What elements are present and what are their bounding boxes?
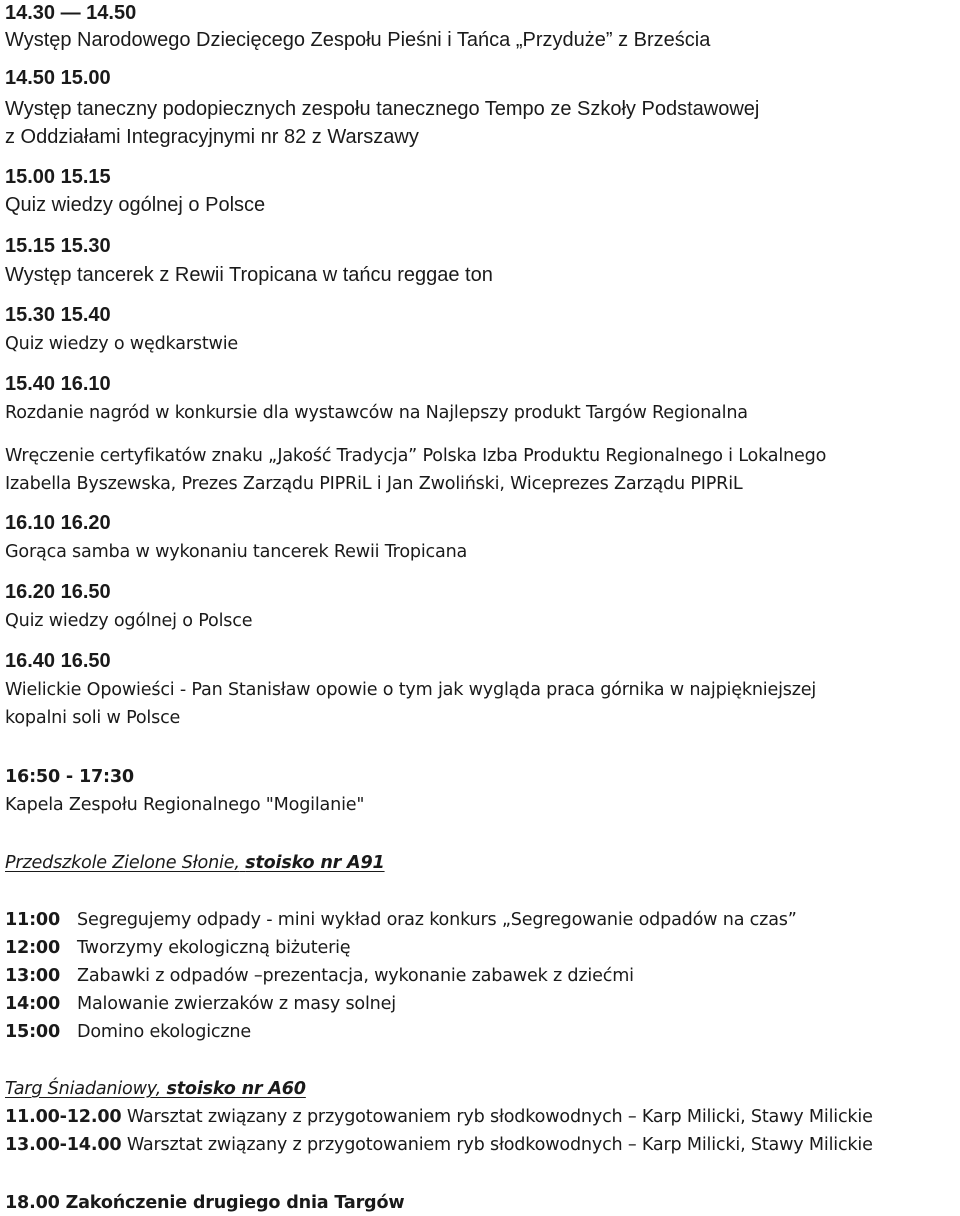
schedule-time: 14.30 — 14.50 (5, 2, 137, 24)
section-title-name: Targ Śniadaniowy, (5, 1079, 162, 1099)
item-time: 14:00 (5, 994, 61, 1014)
schedule-time: 16:50 - 17:30 (5, 767, 134, 787)
schedule-time: 15.30 15.40 (5, 304, 111, 326)
schedule-desc: Kapela Zespołu Regionalnego "Mogilanie" (5, 795, 365, 815)
list-item (5, 991, 396, 1017)
list-item (5, 1132, 873, 1158)
item-text: Tworzymy ekologiczną biżuterię (77, 938, 351, 958)
section-title-stand: stoisko nr A60 (166, 1079, 306, 1099)
item-time: 12:00 (5, 938, 61, 958)
schedule-desc: Rozdanie nagród w konkursie dla wystawców na Najlepszy produkt Targów Regionalna (5, 403, 748, 423)
item-text: Warsztat związany z przygotowaniem ryb słodkowodnych – Karp Milicki, Stawy Milickie (126, 1135, 873, 1155)
schedule-desc: Quiz wiedzy ogólnej o Polsce (5, 611, 253, 631)
schedule-time: 16.10 16.20 (5, 512, 111, 534)
schedule-desc: Występ tancerek z Rewii Tropicana w tańcu reggae ton (5, 264, 493, 286)
item-text: Domino ekologiczne (77, 1022, 251, 1042)
item-time: 15:00 (5, 1022, 61, 1042)
list-item (5, 935, 350, 961)
schedule-desc: Izabella Byszewska, Prezes Zarządu PIPRiL i Jan Zwoliński, Wiceprezes Zarządu PIPRiL (5, 474, 743, 494)
schedule-time: 16.40 16.50 (5, 650, 111, 672)
item-text: Segregujemy odpady - mini wykład oraz konkurs „Segregowanie odpadów na czas” (77, 910, 797, 930)
schedule-desc: kopalni soli w Polsce (5, 708, 181, 728)
item-text: Zabawki z odpadów –prezentacja, wykonanie zabawek z dziećmi (77, 966, 634, 986)
item-time: 13:00 (5, 966, 61, 986)
item-text: Malowanie zwierzaków z masy solnej (77, 994, 396, 1014)
schedule-desc: Występ Narodowego Dziecięcego Zespołu Pieśni i Tańca „Przyduże” z Brześcia (5, 29, 711, 51)
schedule-desc: Wręczenie certyfikatów znaku „Jakość Tradycja” Polska Izba Produktu Regionalnego i Lokalnego (5, 446, 827, 466)
list-item (5, 1019, 251, 1045)
closing-line: 18.00 Zakończenie drugiego dnia Targów (5, 1193, 405, 1213)
section-title-a60 (5, 1076, 306, 1102)
schedule-desc: Quiz wiedzy o wędkarstwie (5, 334, 239, 354)
section-title-a91 (5, 850, 385, 876)
schedule-desc: z Oddziałami Integracyjnymi nr 82 z Warszawy (5, 126, 419, 148)
section-title-name: Przedszkole Zielone Słonie, (5, 853, 240, 873)
item-time: 13.00-14.00 (5, 1135, 122, 1155)
section-title-stand: stoisko nr A91 (245, 853, 385, 873)
schedule-desc: Występ taneczny podopiecznych zespołu tanecznego Tempo ze Szkoły Podstawowej (5, 98, 760, 120)
list-item (5, 963, 634, 989)
schedule-time: 16.20 16.50 (5, 581, 111, 603)
schedule-desc: Wielickie Opowieści - Pan Stanisław opowie o tym jak wygląda praca górnika w najpiękniejszej (5, 680, 817, 700)
schedule-time: 15.00 15.15 (5, 166, 111, 188)
schedule-time: 14.50 15.00 (5, 67, 111, 89)
list-item (5, 907, 797, 933)
schedule-desc: Gorąca samba w wykonaniu tancerek Rewii Tropicana (5, 542, 468, 562)
item-time: 11:00 (5, 910, 61, 930)
list-item (5, 1104, 873, 1130)
schedule-time: 15.40 16.10 (5, 373, 111, 395)
schedule-time: 15.15 15.30 (5, 235, 111, 257)
item-text: Warsztat związany z przygotowaniem ryb słodkowodnych – Karp Milicki, Stawy Milickie (126, 1107, 873, 1127)
schedule-desc: Quiz wiedzy ogólnej o Polsce (5, 194, 266, 216)
item-time: 11.00-12.00 (5, 1107, 122, 1127)
